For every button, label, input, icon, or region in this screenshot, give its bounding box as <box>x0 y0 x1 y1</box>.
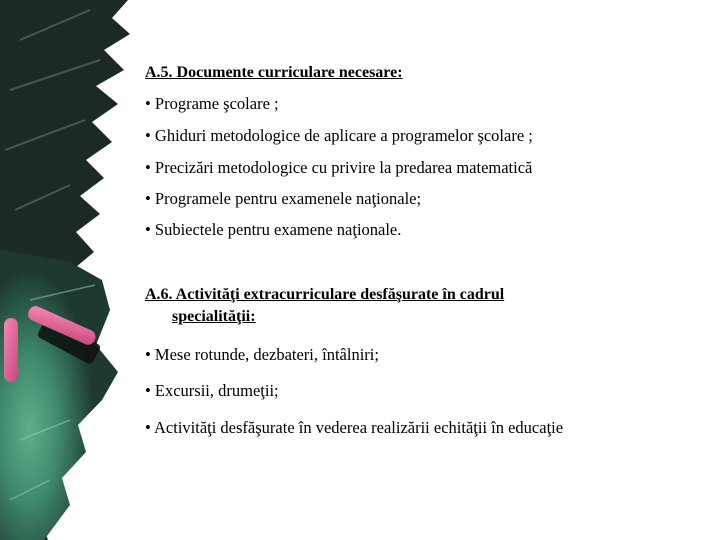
chalk-piece <box>4 318 18 382</box>
list-item: • Precizări metodologice cu privire la predarea matematică <box>145 158 533 177</box>
list-item: • Ghiduri metodologice de aplicare a programelor şcolare ; <box>145 126 533 145</box>
list-item: • Excursii, drumeţii; <box>145 381 279 400</box>
section-heading-a6-line2: specialităţii: <box>172 308 256 325</box>
list-item: • Mese rotunde, dezbateri, întâlniri; <box>145 345 379 364</box>
list-item: • Programele pentru examenele naţionale; <box>145 189 422 208</box>
section-heading-a5: A.5. Documente curriculare necesare: <box>145 64 403 81</box>
list-item: • Subiectele pentru examene naţionale. <box>145 220 402 239</box>
list-item: • Activităţi desfăşurate în vederea realizării echităţii în educaţie <box>145 418 564 437</box>
section-heading-a6 <box>145 284 504 328</box>
list-item: • Programe şcolare ; <box>145 94 279 113</box>
section-heading-a6-line1: A.6. Activităţi extracurriculare desfăşurate în cadrul <box>145 286 505 303</box>
